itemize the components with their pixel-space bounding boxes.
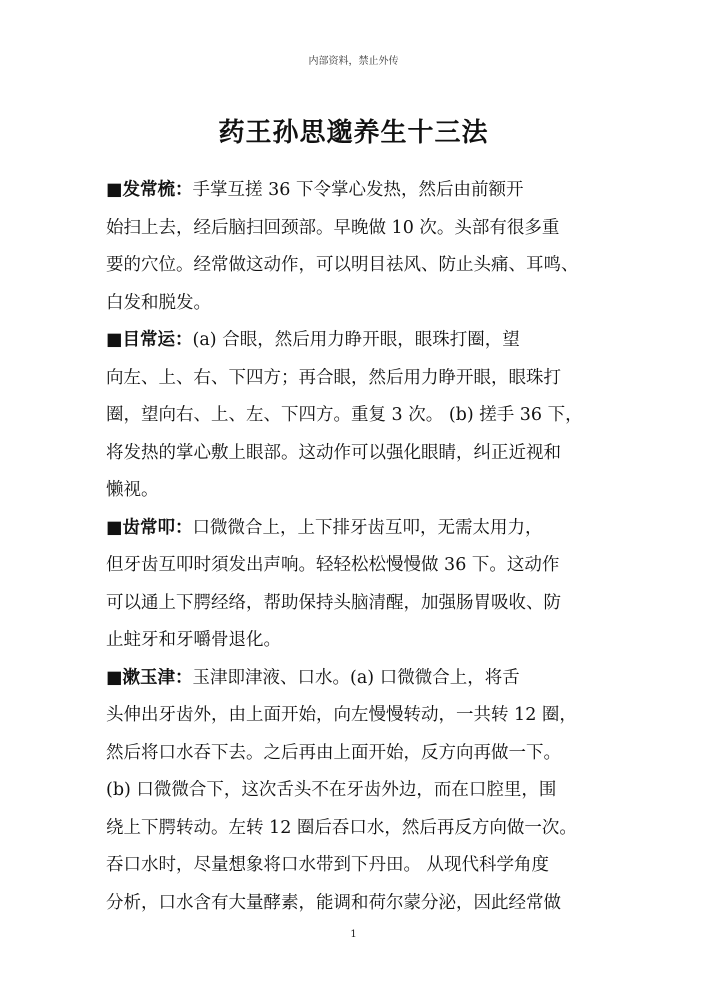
paragraph-line: 头伸出牙齿外，由上面开始，向左慢慢转动，一共转 12 圈， bbox=[106, 705, 577, 725]
section-heading: 齿常叩： bbox=[122, 517, 193, 538]
document-body bbox=[106, 172, 606, 922]
section-text: 玉津即津液、口水。(a) 口微微合上，将舌 bbox=[192, 667, 520, 688]
section-first-line bbox=[106, 510, 606, 548]
section-text: 口微微合上，上下排牙齿互叩，无需太用力， bbox=[192, 517, 543, 538]
square-bullet-icon: ■ bbox=[106, 180, 123, 200]
section-hair-combing bbox=[106, 172, 606, 322]
paragraph-line: 要的穴位。经常做这动作，可以明目祛风、防止头痛、耳鸣、 bbox=[106, 255, 579, 275]
section-text: 手掌互搓 36 下令掌心发热，然后由前额开 bbox=[192, 180, 524, 200]
page-header: 内部资料，禁止外传 bbox=[308, 56, 399, 67]
paragraph-line: 止蛀牙和牙嚼骨退化。 bbox=[106, 630, 281, 650]
paragraph-line: 白发和脱发。 bbox=[106, 292, 211, 313]
paragraph-line: 懒视。 bbox=[106, 480, 159, 500]
section-heading: 目常运： bbox=[122, 330, 193, 350]
paragraph-line: 分析，口水含有大量酵素，能调和荷尔蒙分泌，因此经常做 bbox=[106, 892, 561, 913]
paragraph-line: 将发热的掌心敷上眼部。这动作可以强化眼睛，纠正近视和 bbox=[106, 442, 561, 463]
section-first-line bbox=[106, 172, 606, 210]
paragraph-line: 但牙齿互叩时須发出声响。轻轻松松慢慢做 36 下。这动作 bbox=[106, 555, 560, 575]
square-bullet-icon: ■ bbox=[106, 667, 123, 688]
paragraph-line: 绕上下腭转动。左转 12 圈后吞口水，然后再反方向做一次。 bbox=[106, 817, 577, 838]
section-eye-exercise bbox=[106, 322, 606, 510]
section-heading: 发常梳： bbox=[122, 180, 193, 200]
section-first-line bbox=[106, 322, 606, 360]
paragraph-line: (b) 口微微合下，这次舌头不在牙齿外边，而在口腔里，围 bbox=[106, 780, 557, 800]
section-teeth-tapping bbox=[106, 510, 606, 660]
paragraph-line: 始扫上去，经后脑扫回颈部。早晚做 10 次。头部有很多重 bbox=[106, 217, 560, 238]
paragraph-line: 可以通上下腭经络，帮助保持头脑清醒，加强肠胃吸收、防 bbox=[106, 592, 561, 613]
section-first-line bbox=[106, 660, 606, 698]
page-number: 1 bbox=[350, 929, 357, 940]
section-saliva-rinsing bbox=[106, 660, 606, 923]
section-text: (a) 合眼，然后用力睁开眼，眼珠打圈，望 bbox=[192, 330, 520, 350]
paragraph-line: 圈，望向右、上、左、下四方。重复 3 次。 (b) 搓手 36 下， bbox=[106, 405, 583, 425]
paragraph-line: 吞口水时，尽量想象将口水带到下丹田。 从现代科学角度 bbox=[106, 855, 550, 875]
paragraph-line: 向左、上、右、下四方；再合眼，然后用力睁开眼，眼珠打 bbox=[106, 367, 561, 388]
square-bullet-icon: ■ bbox=[106, 517, 123, 538]
square-bullet-icon: ■ bbox=[106, 330, 123, 350]
section-heading: 漱玉津： bbox=[122, 667, 193, 688]
paragraph-line: 然后将口水吞下去。之后再由上面开始，反方向再做一下。 bbox=[106, 742, 561, 763]
page-title: 药王孙思邈养生十三法 bbox=[218, 118, 489, 148]
